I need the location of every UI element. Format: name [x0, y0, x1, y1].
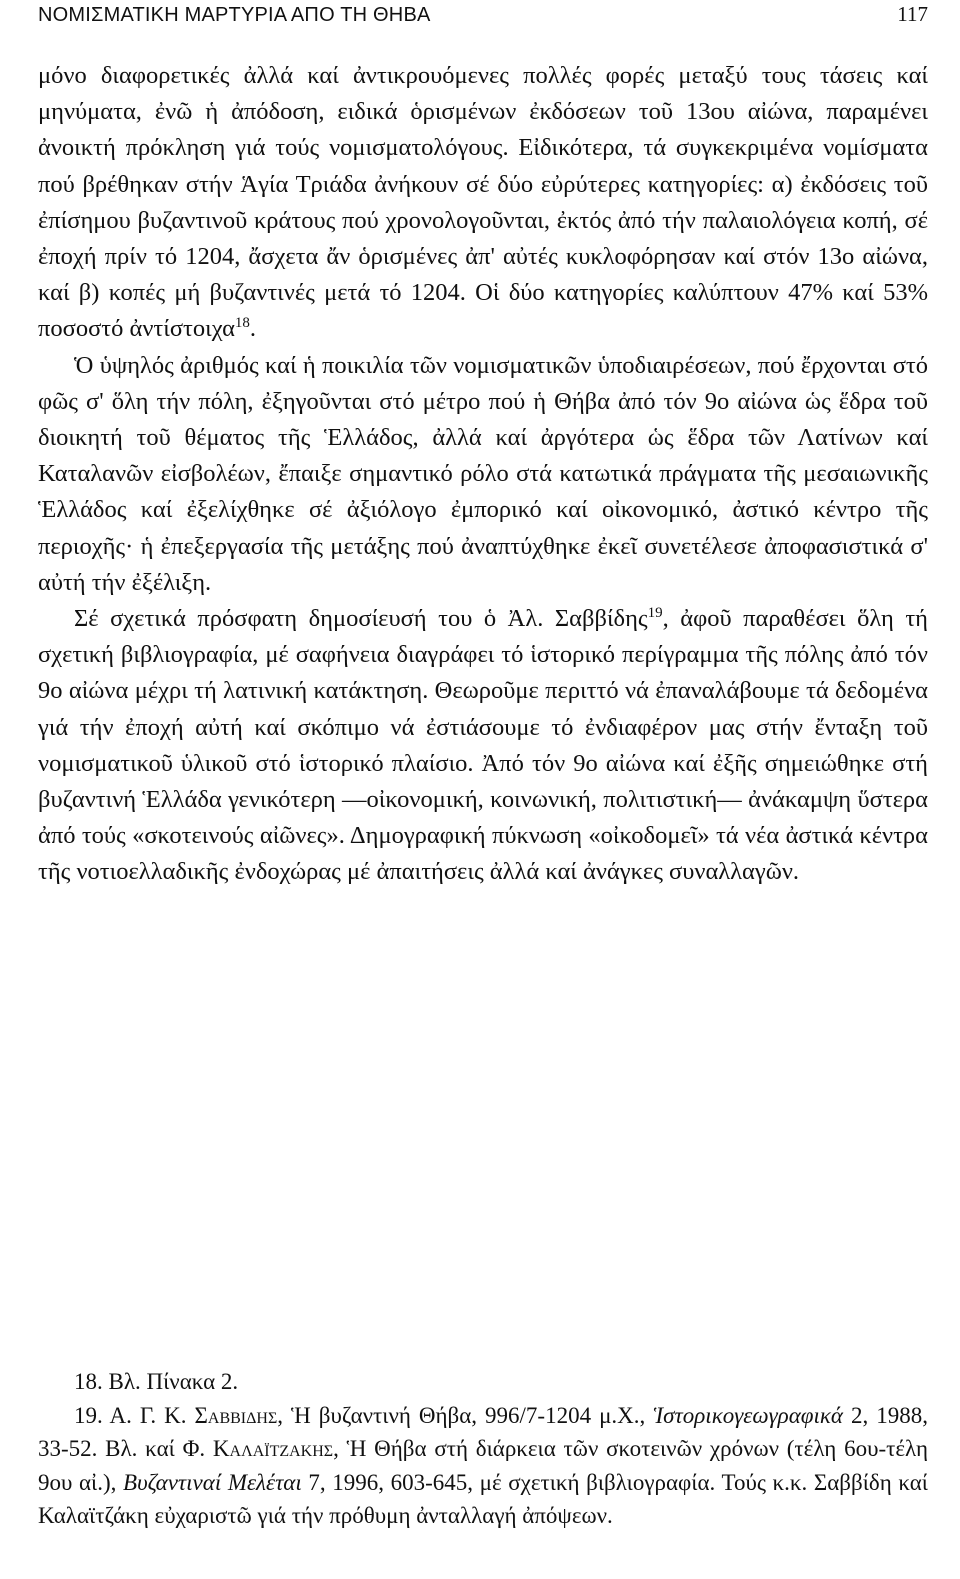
- footnote-19-text-4: 7, 1996, 603-645, μέ σχετική βιβλιογραφία. Τούς κ.κ. Σαββίδη καί Καλαϊτζάκη εὐχαριστῶ γιά τήν πρόθυμη ἀνταλλαγή ἀπόψεων.: [38, 1469, 928, 1528]
- paragraph-2: Ὁ ὑψηλός ἀριθμός καί ἡ ποικιλία τῶν νομισματικῶν ὑποδιαιρέσεων, πού ἔρχονται στό φῶς σ' ὅλη τήν πόλη, ἐξηγοῦνται στό μέτρο πού ἡ Θήβα ἀπό τόν 9ο αἰώνα ὡς ἕδρα τοῦ διοικητή τοῦ θέματος τῆς Ἑλλάδος, ἀλλά καί ἀργότερα ὡς ἕδρα τῶν Λατίνων καί Καταλανῶν εἰσβολέων, ἔπαιξε σημαντικό ρόλο στά κατωτικά πράγματα τῆς μεσαιωνικῆς Ἑλλάδος καί ἐξελίχθηκε σέ ἀξιόλογο ἐμπορικό καί οἰκονομικό, ἀστικό κέντρο τῆς περιοχῆς· ἡ ἐπεξεργασία τῆς μετάξης πού ἀναπτύχθηκε ἐκεῖ συνετέλεσε ἀποφασιστικά σ' αὐτή τήν ἐξέλιξη.: [38, 351, 928, 596]
- footnote-19-author-2: Καλαϊτζακησ: [212, 1436, 334, 1461]
- footnote-ref-19[interactable]: 19: [647, 604, 663, 621]
- paragraph-3: [38, 601, 928, 891]
- footnote-19-author-1: Σαββιδησ: [194, 1402, 278, 1428]
- paragraph-1-text: μόνο διαφορετικές ἀλλά καί ἀντικρουόμενες πολλές φορές μεταξύ τους τάσεις καί μηνύματα, ἐνῶ ἡ ἀπόδοση, ειδικά ὁρισμένων ἐκδόσεων τοῦ 13ου αἰώνα, παραμένει ἀνοικτή πρόκληση γιά τούς νομισματολόγους. Εἰδικότερα, τά συγκεκριμένα νομίσματα πού βρέθηκαν στήν Ἁγία Τριάδα ἀνήκουν σέ δύο εὐρύτερες κατηγορίες: α) ἐκδόσεις τοῦ ἐπίσημου βυζαντινοῦ κράτους πού χρονολογοῦνται, ἐκτός ἀπό τήν παλαιολόγεια κοπή, σέ ἐποχή πρίν τό 1204, ἄσχετα ἄν ὁρισμένες ἀπ' αὐτές κυκλοφόρησαν καί στόν 13ο αἰώνα, καί β) κοπές μή βυζαντινές μετά τό 1204. Οἱ δύο κατηγορίες καλύπτουν 47% καί 53% ποσοστό ἀντίστοιχα: [38, 62, 928, 343]
- footnote-18: 18. Βλ. Πίνακα 2.: [74, 1369, 239, 1394]
- paragraph-3-text-b: , ἀφοῦ παραθέσει ὅλη τή σχετική βιβλιογραφία, μέ σαφήνεια διαγράφει τό ἱστορικό περίγραμμα τῆς πόλης ἀπό τόν 9ο αἰώνα μέχρι τή λατινική κατάκτηση. Θεωροῦμε περιττό νά ἐπαναλάβουμε τά δεδομένα γιά τήν ἐποχή αὐτή καί σκόπιμο νά ἐστιάσουμε τό ἐνδιαφέρον μας στήν ἔνταξη τοῦ νομισματικοῦ ὑλικοῦ στό ἱστορικό πλαίσιο. Ἀπό τόν 9ο αἰώνα καί ἐξῆς σημειώθηκε στή βυζαντινή Ἑλλάδα γενικότερη —οἰκονομική, κοινωνική, πολιτιστική— ἀνάκαμψη ὕστερα ἀπό τούς «σκοτεινούς αἰῶνες». Δημογραφική πύκνωση «οἰκοδομεῖ» τά νέα ἀστικά κέντρα τῆς νοτιοελλαδικῆς ἐνδοχώρας μέ ἀπαιτήσεις ἀλλά καί ἀνάγκες συναλλαγῶν.: [38, 605, 928, 886]
- page-header: [38, 2, 928, 32]
- running-head: ΝΟΜΙΣΜΑΤΙΚΗ ΜΑΡΤΥΡΙΑ ΑΠΟ ΤΗ ΘΗΒΑ: [38, 4, 431, 26]
- footnote-19-number: 19. Α. Γ. Κ.: [74, 1402, 195, 1428]
- footnotes: [38, 1365, 928, 1533]
- main-text: [38, 58, 928, 891]
- paragraph-3-text-a: Σέ σχετικά πρόσφατη δημοσίευσή του ὁ Ἀλ. Σαββίδης: [74, 605, 648, 633]
- footnote-19-journal-1: Ἱστορικογεωγραφικά: [653, 1402, 843, 1428]
- footnote-19-title-1: , Ἡ βυζαντινή Θήβα, 996/7-1204 μ.Χ.,: [277, 1402, 654, 1428]
- paragraph-1: [38, 58, 928, 348]
- paragraph-1-end: .: [249, 315, 257, 343]
- footnote-19: [38, 1399, 928, 1533]
- footnote-19-journal-2: Βυζαντιναί Μελέται: [123, 1469, 302, 1495]
- footnote-19-title-2: , Ἡ Θήβα στή διάρκεια τῶν σκοτεινῶν χρόνων (τέλη 6ου-τέλη 9ου αἰ.),: [38, 1436, 929, 1495]
- footnote-19-text-2: 2, 1988, 33-52. Βλ. καί Φ.: [38, 1402, 928, 1461]
- footnote-ref-18[interactable]: 18: [234, 315, 250, 332]
- page-number: 117: [897, 2, 928, 26]
